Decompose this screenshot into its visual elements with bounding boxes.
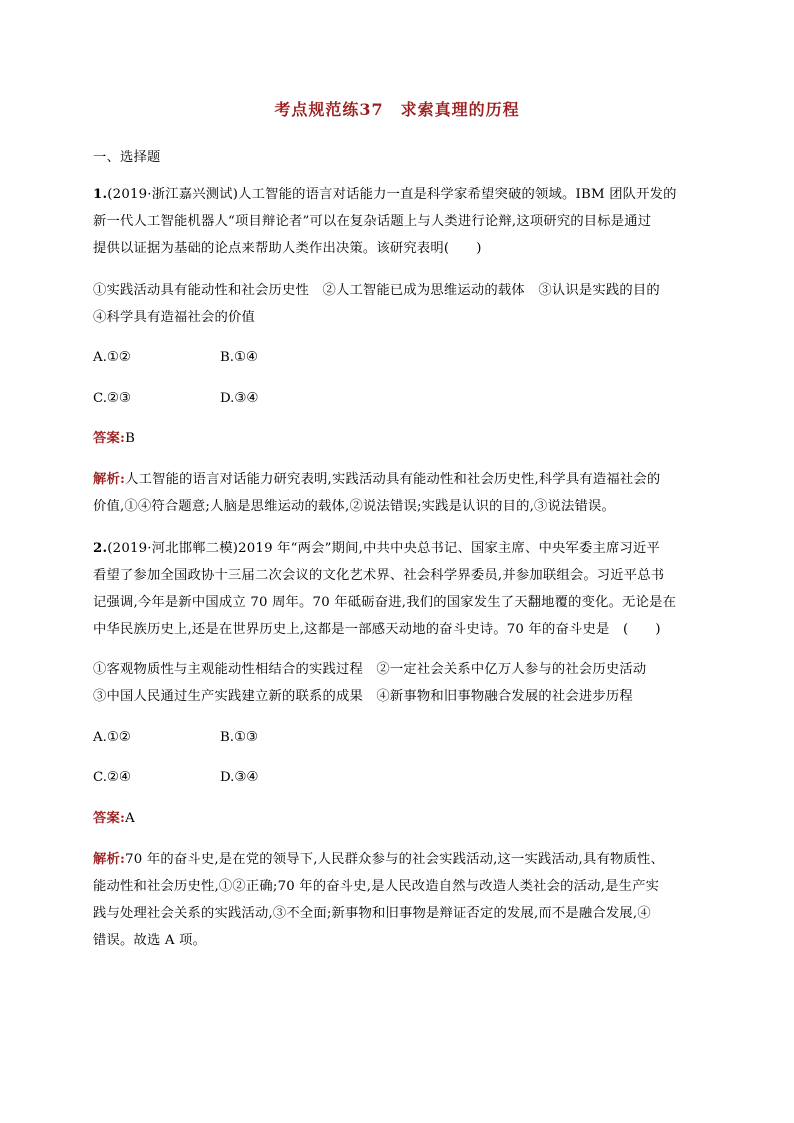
- question-1-answer: [93, 429, 135, 449]
- question-2-number: 2.: [93, 541, 108, 556]
- question-2-statement-1: ①客观物质性与主观能动性相结合的实践过程 ②一定社会关系中亿万人参与的社会历史活动: [93, 662, 647, 677]
- analysis-text: 人工智能的语言对话能力研究表明,实践活动具有能动性和社会历史性,科学具有造福社会的: [125, 472, 661, 487]
- section-heading: 一、选择题: [93, 150, 161, 165]
- question-2-option-a: A.①②: [93, 730, 131, 745]
- question-1-statement-2: ④科学具有造福社会的价值: [93, 310, 255, 325]
- page-title: 考点规范练37 求索真理的历程: [274, 100, 520, 119]
- question-2-analysis-1: [93, 850, 664, 870]
- question-2-analysis-4: 错误。故选 A 项。: [93, 933, 207, 948]
- question-1-stem-3: 提供以证据为基础的论点来帮助人类作出决策。该研究表明( ): [93, 241, 482, 256]
- question-2-statement-2: ③中国人民通过生产实践建立新的联系的成果 ④新事物和旧事物融合发展的社会进步历程: [93, 689, 633, 704]
- question-2-option-c: C.②④: [93, 770, 131, 785]
- question-1-analysis-1: [93, 470, 660, 490]
- question-2-line-1: [93, 539, 660, 559]
- question-2-stem-2: 看望了参加全国政协十三届二次会议的文化艺术界、社会科学界委员,并参加联组会。习近平总书: [93, 568, 665, 583]
- question-1-stem-2: 新一代人工智能机器人“项目辩论者”可以在复杂话题上与人类进行论辩,这项研究的目标是通过: [93, 214, 652, 229]
- question-1-line-1: [93, 185, 677, 205]
- question-2-stem-1: (2019·河北邯郸二模)2019 年“两会”期间,中共中央总书记、国家主席、中央军委主席习近平: [107, 541, 661, 556]
- question-1-option-b: B.①④: [220, 350, 258, 365]
- question-1-option-c: C.②③: [93, 391, 131, 406]
- answer-value: B: [125, 431, 136, 446]
- answer-label: 答案:: [93, 811, 126, 826]
- question-2-analysis-3: 践与处理社会关系的实践活动,③不全面;新事物和旧事物是辩证否定的发展,而不是融合发展,④: [93, 906, 651, 921]
- question-2-stem-4: 中华民族历史上,还是在世界历史上,这都是一部感天动地的奋斗史诗。70 年的奋斗史是 ( ): [93, 622, 661, 637]
- question-1-number: 1.: [93, 187, 108, 202]
- question-2-stem-3: 记强调,今年是新中国成立 70 周年。70 年砥砺奋进,我们的国家发生了天翻地覆的变化。无论是在: [93, 595, 677, 610]
- answer-label: 答案:: [93, 431, 126, 446]
- question-1-statement-1: ①实践活动具有能动性和社会历史性 ②人工智能已成为思维运动的载体 ③认识是实践的目的: [93, 283, 660, 298]
- question-2-analysis-2: 能动性和社会历史性,①②正确;70 年的奋斗史,是人民改造自然与改造人类社会的活动,是生产实: [93, 879, 660, 894]
- question-1-analysis-2: 价值,①④符合题意;人脑是思维运动的载体,②说法错误;实践是认识的目的,③说法错误。: [93, 499, 616, 514]
- answer-value: A: [125, 811, 135, 826]
- question-2-option-d: D.③④: [220, 770, 259, 785]
- question-2-option-b: B.①③: [220, 730, 258, 745]
- question-2-answer: [93, 809, 135, 829]
- question-1-option-a: A.①②: [93, 350, 131, 365]
- analysis-label: 解析:: [93, 472, 126, 487]
- analysis-label: 解析:: [93, 852, 126, 867]
- question-1-stem-1: (2019·浙江嘉兴测试)人工智能的语言对话能力一直是科学家希望突破的领域。IBM 团队开发的: [107, 187, 677, 202]
- analysis-text: 70 年的奋斗史,是在党的领导下,人民群众参与的社会实践活动,这一实践活动,具有物质性、: [125, 852, 664, 867]
- question-1-option-d: D.③④: [220, 391, 259, 406]
